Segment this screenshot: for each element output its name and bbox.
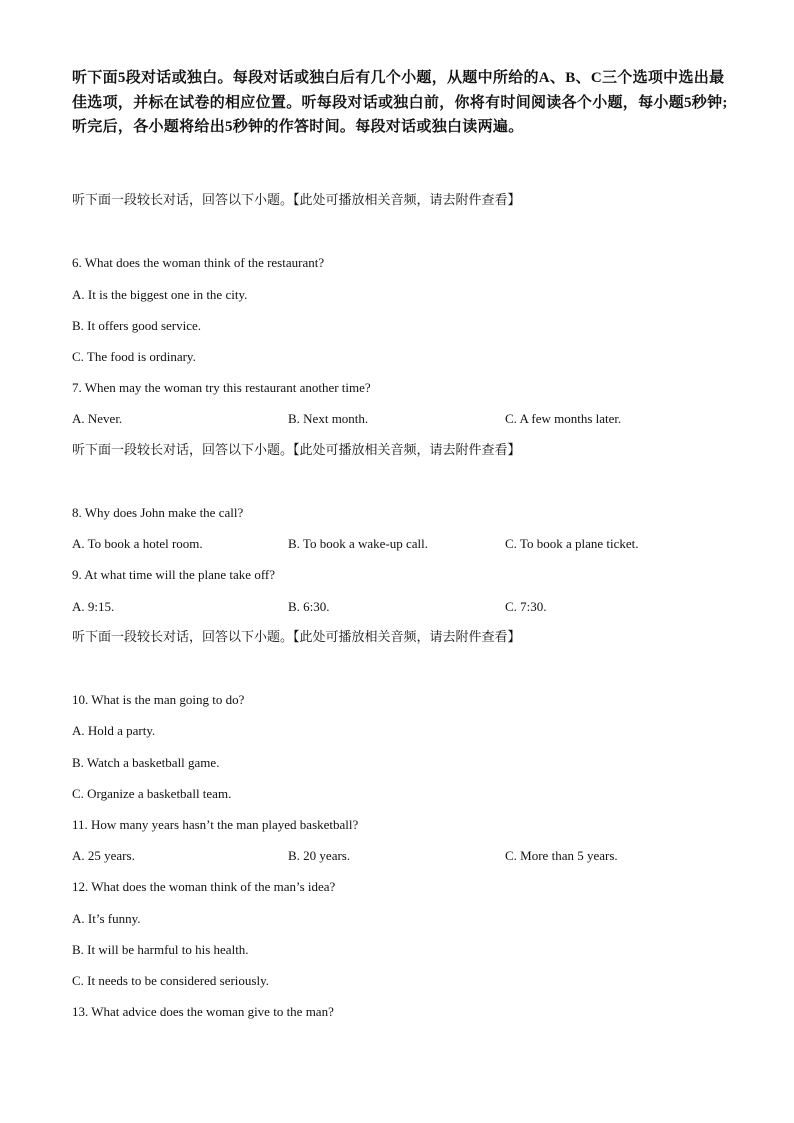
question-12-option-a: A. It’s funny.: [72, 911, 141, 926]
question-8: 8. Why does John make the call?: [72, 505, 244, 520]
question-10-option-c: C. Organize a basketball team.: [72, 786, 232, 801]
question-7-option-b: B. Next month.: [288, 411, 369, 426]
question-12-option-b: B. It will be harmful to his health.: [72, 942, 249, 957]
question-10-option-b: B. Watch a basketball game.: [72, 755, 220, 770]
question-7-option-a: A. Never.: [72, 411, 123, 426]
question-11-options: [72, 847, 732, 865]
question-11-option-c: C. More than 5 years.: [505, 848, 618, 863]
question-8-option-a: A. To book a hotel room.: [72, 536, 203, 551]
section-note-2: 听下面一段较长对话，回答以下小题。【此处可播放相关音频，请去附件查看】: [72, 443, 521, 458]
question-9-option-c: C. 7:30.: [505, 599, 547, 614]
section-note-1: 听下面一段较长对话，回答以下小题。【此处可播放相关音频，请去附件查看】: [72, 193, 521, 208]
question-6-option-c: C. The food is ordinary.: [72, 349, 196, 364]
question-8-option-c: C. To book a plane ticket.: [505, 536, 639, 551]
question-8-option-b: B. To book a wake-up call.: [288, 536, 429, 551]
question-12: 12. What does the woman think of the man’s idea?: [72, 879, 336, 894]
question-9-option-a: A. 9:15.: [72, 599, 115, 614]
question-6-option-b: B. It offers good service.: [72, 318, 202, 333]
section-note-3: 听下面一段较长对话，回答以下小题。【此处可播放相关音频，请去附件查看】: [72, 630, 521, 645]
question-10: 10. What is the man going to do?: [72, 692, 245, 707]
listening-instructions: 听下面5段对话或独白。每段对话或独白后有几个小题，从题中所给的A、B、C三个选项中选出最佳选项，并标在试卷的相应位置。听每段对话或独白前，你将有时间阅读各个小题，每小题5秒钟;听完后，各小题将给出5秒钟的作答时间。每段对话或独白读两遍。: [72, 70, 728, 135]
question-6: 6. What does the woman think of the restaurant?: [72, 255, 325, 270]
question-7: 7. When may the woman try this restaurant another time?: [72, 380, 371, 395]
question-8-options: [72, 535, 732, 553]
question-7-options: [72, 410, 732, 428]
question-11-option-b: B. 20 years.: [288, 848, 351, 863]
question-12-option-c: C. It needs to be considered seriously.: [72, 973, 269, 988]
question-6-option-a: A. It is the biggest one in the city.: [72, 287, 248, 302]
question-13: 13. What advice does the woman give to the man?: [72, 1004, 334, 1019]
question-9: 9. At what time will the plane take off?: [72, 567, 276, 582]
question-9-options: [72, 598, 732, 616]
question-11-option-a: A. 25 years.: [72, 848, 135, 863]
question-10-option-a: A. Hold a party.: [72, 723, 156, 738]
question-7-option-c: C. A few months later.: [505, 411, 622, 426]
question-11: 11. How many years hasn’t the man played basketball?: [72, 817, 359, 832]
question-9-option-b: B. 6:30.: [288, 599, 330, 614]
